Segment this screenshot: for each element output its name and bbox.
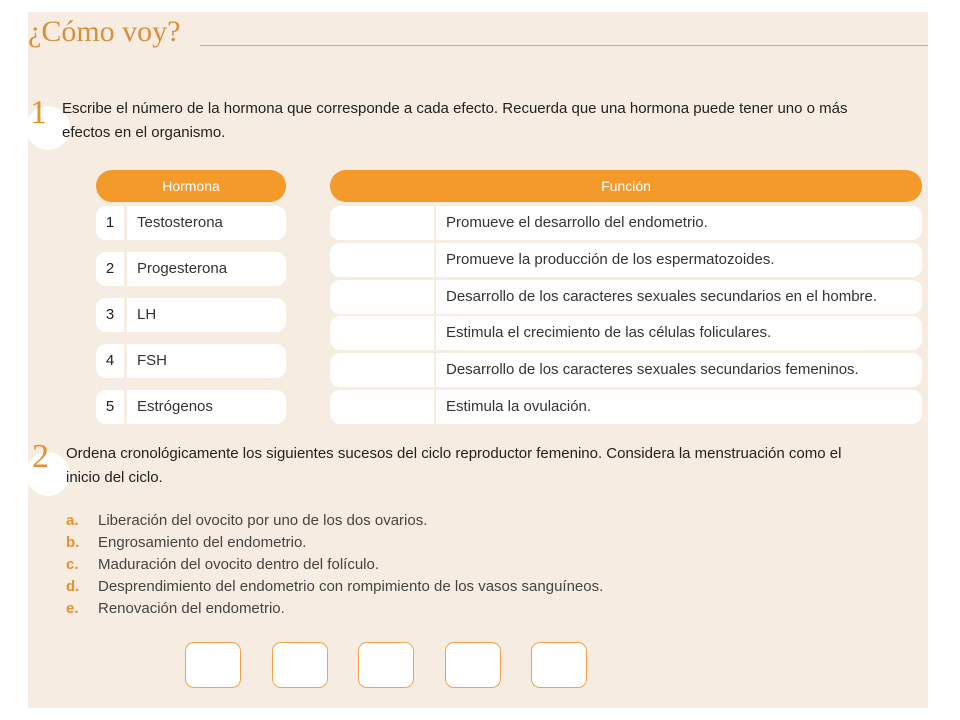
function-row bbox=[330, 206, 922, 240]
question-1-instruction-line2: efectos en el organismo. bbox=[62, 124, 226, 141]
event-letter: b. bbox=[66, 534, 80, 551]
event-letter: d. bbox=[66, 578, 80, 595]
hormone-number: 2 bbox=[96, 252, 124, 286]
event-letter: a. bbox=[66, 512, 79, 529]
answer-blank[interactable] bbox=[330, 353, 434, 387]
hormone-number: 1 bbox=[96, 206, 124, 240]
order-answer-box-5[interactable] bbox=[531, 642, 587, 688]
list-item bbox=[66, 554, 603, 576]
question-1-number: 1 bbox=[30, 94, 47, 131]
hormone-row bbox=[96, 344, 286, 378]
function-row bbox=[330, 390, 922, 424]
hormone-number: 4 bbox=[96, 344, 124, 378]
answer-blank[interactable] bbox=[330, 316, 434, 350]
function-text: Desarrollo de los caracteres sexuales secundarios femeninos. bbox=[436, 353, 922, 387]
question-1-instruction-line1: Escribe el número de la hormona que corresponde a cada efecto. Recuerda que una hormona puede tener uno o más bbox=[62, 100, 848, 117]
function-row bbox=[330, 243, 922, 277]
hormone-name: LH bbox=[127, 298, 286, 332]
title-divider bbox=[200, 45, 928, 46]
event-text: Renovación del endometrio. bbox=[98, 600, 285, 617]
function-text: Estimula el crecimiento de las células foliculares. bbox=[436, 316, 922, 350]
function-text: Promueve la producción de los espermatozoides. bbox=[436, 243, 922, 277]
list-item bbox=[66, 532, 603, 554]
event-text: Maduración del ovocito dentro del folículo. bbox=[98, 556, 380, 573]
answer-blank[interactable] bbox=[330, 206, 434, 240]
list-item bbox=[66, 510, 603, 532]
event-text: Engrosamiento del endometrio. bbox=[98, 534, 307, 551]
hormone-row bbox=[96, 206, 286, 240]
function-row bbox=[330, 353, 922, 387]
question-2-number: 2 bbox=[32, 438, 49, 475]
event-letter: c. bbox=[66, 556, 79, 573]
order-answer-box-1[interactable] bbox=[185, 642, 241, 688]
answer-blank[interactable] bbox=[330, 280, 434, 314]
answer-blank[interactable] bbox=[330, 390, 434, 424]
events-list bbox=[66, 510, 603, 620]
hormone-number: 3 bbox=[96, 298, 124, 332]
question-2-instruction-line2: inicio del ciclo. bbox=[66, 469, 163, 486]
function-text: Estimula la ovulación. bbox=[436, 390, 922, 424]
function-row bbox=[330, 280, 922, 314]
hormone-column-header: Hormona bbox=[96, 170, 286, 202]
hormone-row bbox=[96, 390, 286, 424]
question-2-instruction-line1: Ordena cronológicamente los siguientes sucesos del ciclo reproductor femenino. Considera la menstruación como el bbox=[66, 445, 842, 462]
hormone-name: FSH bbox=[127, 344, 286, 378]
hormone-name: Estrógenos bbox=[127, 390, 286, 424]
hormone-number: 5 bbox=[96, 390, 124, 424]
order-answer-box-3[interactable] bbox=[358, 642, 414, 688]
function-text: Promueve el desarrollo del endometrio. bbox=[436, 206, 922, 240]
hormone-name: Progesterona bbox=[127, 252, 286, 286]
hormone-row bbox=[96, 252, 286, 286]
function-row bbox=[330, 316, 922, 350]
event-text: Liberación del ovocito por uno de los dos ovarios. bbox=[98, 512, 428, 529]
answer-blank[interactable] bbox=[330, 243, 434, 277]
order-answer-box-2[interactable] bbox=[272, 642, 328, 688]
order-answer-box-4[interactable] bbox=[445, 642, 501, 688]
page-title: ¿Cómo voy? bbox=[28, 15, 181, 48]
event-text: Desprendimiento del endometrio con rompimiento de los vasos sanguíneos. bbox=[98, 578, 604, 595]
hormone-name: Testosterona bbox=[127, 206, 286, 240]
function-column-header: Función bbox=[330, 170, 922, 202]
list-item bbox=[66, 576, 603, 598]
hormone-row bbox=[96, 298, 286, 332]
function-text: Desarrollo de los caracteres sexuales secundarios en el hombre. bbox=[436, 280, 922, 314]
list-item bbox=[66, 598, 603, 620]
event-letter: e. bbox=[66, 600, 79, 617]
